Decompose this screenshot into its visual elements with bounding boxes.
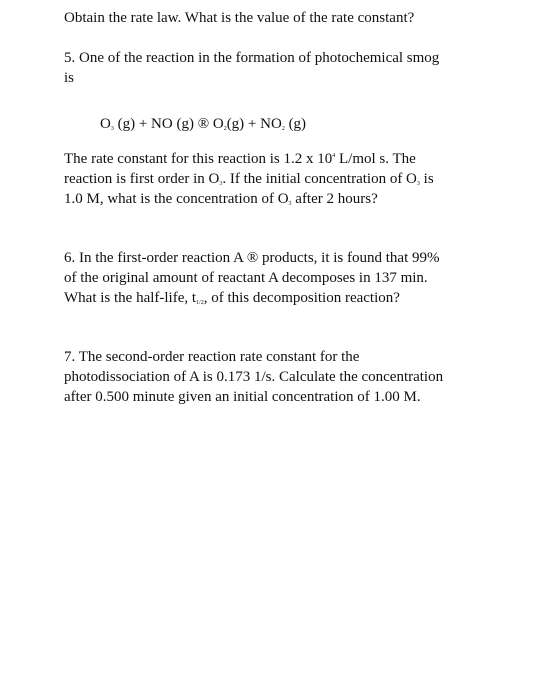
eq-part-2: (g) + NO (g) ® O [113,116,224,132]
text-span: L/mol s. The [335,151,416,167]
question-6-line-3 [64,289,400,307]
intro-line: Obtain the rate law. What is the value of the rate constant? [64,10,415,26]
text-span: The rate constant for this reaction is 1.2 x 10 [64,151,333,167]
question-5-body-line-2 [64,170,434,188]
question-5-line-2: is [64,70,75,86]
text-span: reaction is first order in O [64,171,220,187]
subscript: 3 [288,201,292,207]
text-span: . If the initial concentration of O [222,171,417,187]
text-span: , of this decomposition reaction? [203,290,400,306]
text-span: after 2 hours? [291,191,378,207]
eq-ozone-subscript: 3 [110,126,114,132]
exponent: 4 [332,153,336,159]
reaction-equation [100,115,306,133]
question-6-line-2: of the original amount of reactant A decomposes in 137 min. [64,270,428,286]
question-5-body-line-1 [64,150,416,168]
question-5-body-line-3 [64,190,378,208]
eq-part-4: (g) [284,116,307,132]
subscript: 3 [416,181,420,187]
eq-part-3: (g) + NO [226,116,282,132]
subscript: 1/2 [196,300,204,306]
question-7-line-1: 7. The second-order reaction rate constant for the [64,349,360,365]
eq-oxygen-subscript: 2 [223,126,227,132]
eq-no2-subscript: 2 [281,126,285,132]
eq-ozone: O [100,116,111,132]
text-span: 1.0 M, what is the concentration of O [64,191,289,207]
question-7-line-3: after 0.500 minute given an initial concentration of 1.00 M. [64,389,421,405]
question-6-line-1: 6. In the first-order reaction A ® products, it is found that 99% [64,250,440,266]
question-5-line-1: 5. One of the reaction in the formation of photochemical smog [64,50,440,66]
question-7-line-2: photodissociation of A is 0.173 1/s. Calculate the concentration [64,369,444,385]
text-span: is [419,171,434,187]
subscript: 3 [219,181,223,187]
text-span: What is the half-life, t [64,290,197,306]
